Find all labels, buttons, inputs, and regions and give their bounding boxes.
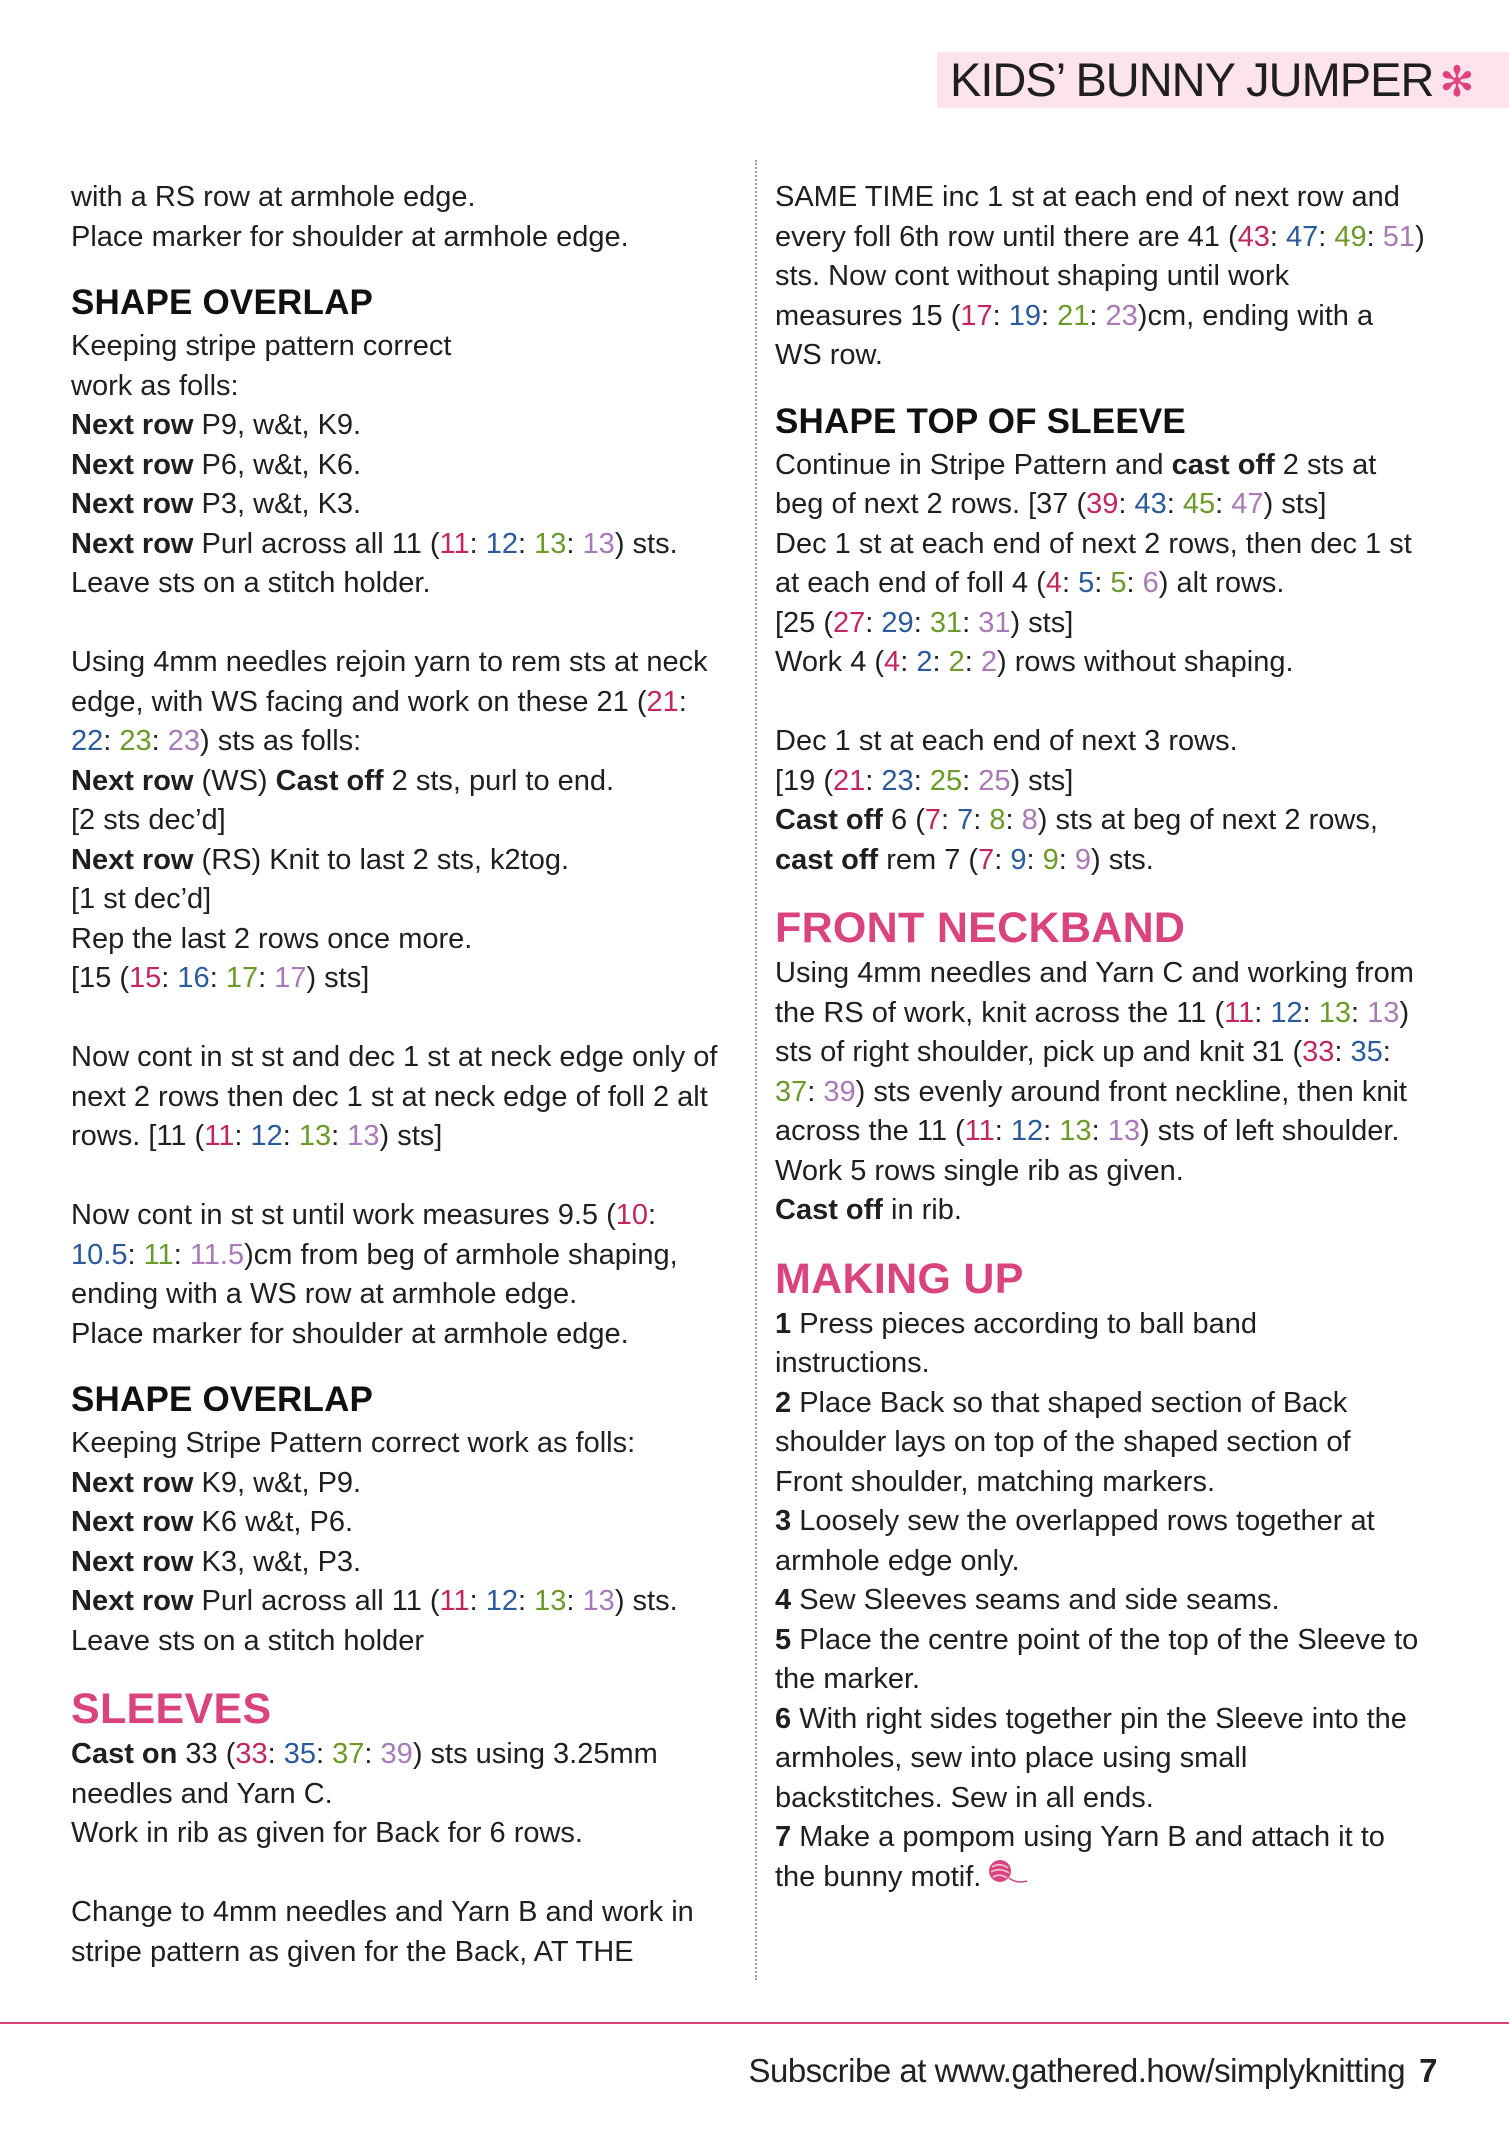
step-item: 6 With right sides together pin the Sleeve into the [775,1702,1407,1735]
instruction-row: Next row P3, w&t, K3. [71,488,362,520]
instruction-row: Next row (RS) Knit to last 2 sts, k2tog. [71,843,570,876]
instruction-row: Next row K6 w&t, P6. [71,1506,354,1538]
text-line: Change to 4mm needles and Yarn B and work in [71,1896,694,1928]
yarn-ball-icon [987,1858,1029,1898]
text-line: every foll 6th row until there are 41 (43: 47: 49: 51) [775,220,1425,253]
text-line: Continue in Stripe Pattern and cast off 2 sts at [775,448,1377,481]
text-line: instructions. [775,1347,930,1379]
text-line: shoulder lays on top of the shaped section of [775,1426,1351,1458]
text-line: edge, with WS facing and work on these 21 (21: [71,685,687,718]
instruction-row: Next row (WS) Cast off 2 sts, purl to end. [71,764,615,797]
text-line: Work 5 rows single rib as given. [775,1154,1184,1187]
footer-subscribe-text: Subscribe at www.gathered.how/simplyknitting [748,2052,1406,2089]
text-line: Using 4mm needles and Yarn C and working from [775,957,1414,989]
text-line: stripe pattern as given for the Back, AT THE [71,1935,634,1968]
text-line: [25 (27: 29: 31: 31) sts] [775,606,1074,639]
instruction-row: Next row K3, w&t, P3. [71,1545,362,1578]
column-divider [755,160,757,1980]
text-line: WS row. [775,339,883,371]
text-line: Keeping Stripe Pattern correct work as folls: [71,1427,636,1459]
step-item: 5 Place the centre point of the top of the Sleeve to [775,1623,1419,1656]
text-line: sts of right shoulder, pick up and knit 31 (33: 35: [775,1036,1391,1068]
text-line: [15 (15: 16: 17: 17) sts] [71,962,370,994]
text-line: Work in rib as given for Back for 6 rows. [71,1817,583,1849]
text-line: [19 (21: 23: 25: 25) sts] [775,764,1074,797]
text-line: the RS of work, knit across the 11 (11: 12: 13: 13) [775,996,1410,1029]
instruction-row: Next row P6, w&t, K6. [71,448,362,481]
instruction-row: Next row Purl across all 11 (11: 12: 13: 13) sts. [71,1585,678,1617]
text-line: Leave sts on a stitch holder [71,1624,425,1657]
instruction-row: Next row P9, w&t, K9. [71,409,362,441]
text-line: Dec 1 st at each end of next 2 rows, then dec 1 st [775,527,1412,560]
text-line: measures 15 (17: 19: 21: 23)cm, ending with a [775,299,1374,332]
text-line: armholes, sew into place using small [775,1742,1248,1774]
text-line: Now cont in st st until work measures 9.5 (10: [71,1199,657,1231]
right-column [775,178,1445,1898]
flower-icon: ✻ [1439,58,1474,105]
section-heading-front-neckband: FRONT NECKBAND [775,904,1186,952]
text-line: 37: 39) sts evenly around front neckline, then knit [775,1075,1407,1108]
instruction-row: cast off rem 7 (7: 9: 9: 9) sts. [775,843,1154,876]
instruction-row: Next row K9, w&t, P9. [71,1466,362,1499]
page-title-text: KIDS’ BUNNY JUMPER [950,53,1434,106]
text-line: the bunny motif. [775,1858,1445,1898]
text-line: Rep the last 2 rows once more. [71,922,473,955]
section-heading-making-up: MAKING UP [775,1254,1024,1303]
text-line: Dec 1 st at each end of next 3 rows. [775,725,1238,757]
text-line: needles and Yarn C. [71,1777,333,1810]
step-item: 3 Loosely sew the overlapped rows together at [775,1505,1375,1537]
text-line: backstitches. Sew in all ends. [775,1781,1154,1814]
section-heading-shape-overlap: SHAPE OVERLAP [71,1380,374,1419]
step-item: 4 Sew Sleeves seams and side seams. [775,1584,1280,1616]
section-heading-shape-top: SHAPE TOP OF SLEEVE [775,401,1186,441]
text-line: Place marker for shoulder at armhole edge. [71,1317,629,1350]
text-line: across the 11 (11: 12: 13: 13) sts of left shoulder. [775,1115,1400,1147]
text-line: Leave sts on a stitch holder. [71,567,431,599]
text-line: at each end of foll 4 (4: 5: 5: 6) alt rows. [775,567,1285,599]
text-line: rows. [11 (11: 12: 13: 13) sts] [71,1120,443,1152]
left-column [71,178,751,1972]
page-title [950,50,1474,112]
text-line: [1 st dec’d] [71,883,212,915]
text-line: Front shoulder, matching markers. [775,1465,1216,1498]
text-line: the marker. [775,1663,921,1695]
text-line: sts. Now cont without shaping until work [775,260,1290,292]
instruction-row: Cast off in rib. [775,1194,962,1226]
text-line: work as folls: [71,369,239,402]
footer-divider [0,2022,1509,2024]
text-line: Now cont in st st and dec 1 st at neck edge only of [71,1041,718,1073]
text-line: next 2 rows then dec 1 st at neck edge of foll 2 alt [71,1080,708,1113]
text-line: Using 4mm needles rejoin yarn to rem sts at neck [71,646,708,678]
text-line: with a RS row at armhole edge. [71,181,476,213]
text-line: armhole edge only. [775,1544,1020,1577]
text-line: Keeping stripe pattern correct [71,330,452,362]
text-line: beg of next 2 rows. [37 (39: 43: 45: 47) sts] [775,488,1327,520]
step-item: 2 Place Back so that shaped section of Back [775,1386,1348,1419]
instruction-row: Next row Purl across all 11 (11: 12: 13: 13) sts. [71,527,678,560]
text-line: Place marker for shoulder at armhole edge. [71,220,629,253]
text-line: ending with a WS row at armhole edge. [71,1278,578,1310]
text-line: 22: 23: 23) sts as folls: [71,725,362,757]
text-line: [2 sts dec’d] [71,804,226,836]
section-heading-shape-overlap: SHAPE OVERLAP [71,283,374,322]
instruction-row: Cast off 6 (7: 7: 8: 8) sts at beg of next 2 rows, [775,804,1378,836]
step-item: 7 Make a pompom using Yarn B and attach it to [775,1821,1385,1853]
section-heading-sleeves: SLEEVES [71,1685,272,1733]
footer [748,2052,1437,2090]
text-line: 10.5: 11: 11.5)cm from beg of armhole shaping, [71,1238,678,1271]
text-line: SAME TIME inc 1 st at each end of next row and [775,181,1400,213]
text-line: Work 4 (4: 2: 2: 2) rows without shaping. [775,646,1294,678]
step-item: 1 Press pieces according to ball band [775,1307,1258,1340]
page-number: 7 [1419,2052,1437,2089]
instruction-row: Cast on 33 (33: 35: 37: 39) sts using 3.25mm [71,1738,658,1770]
